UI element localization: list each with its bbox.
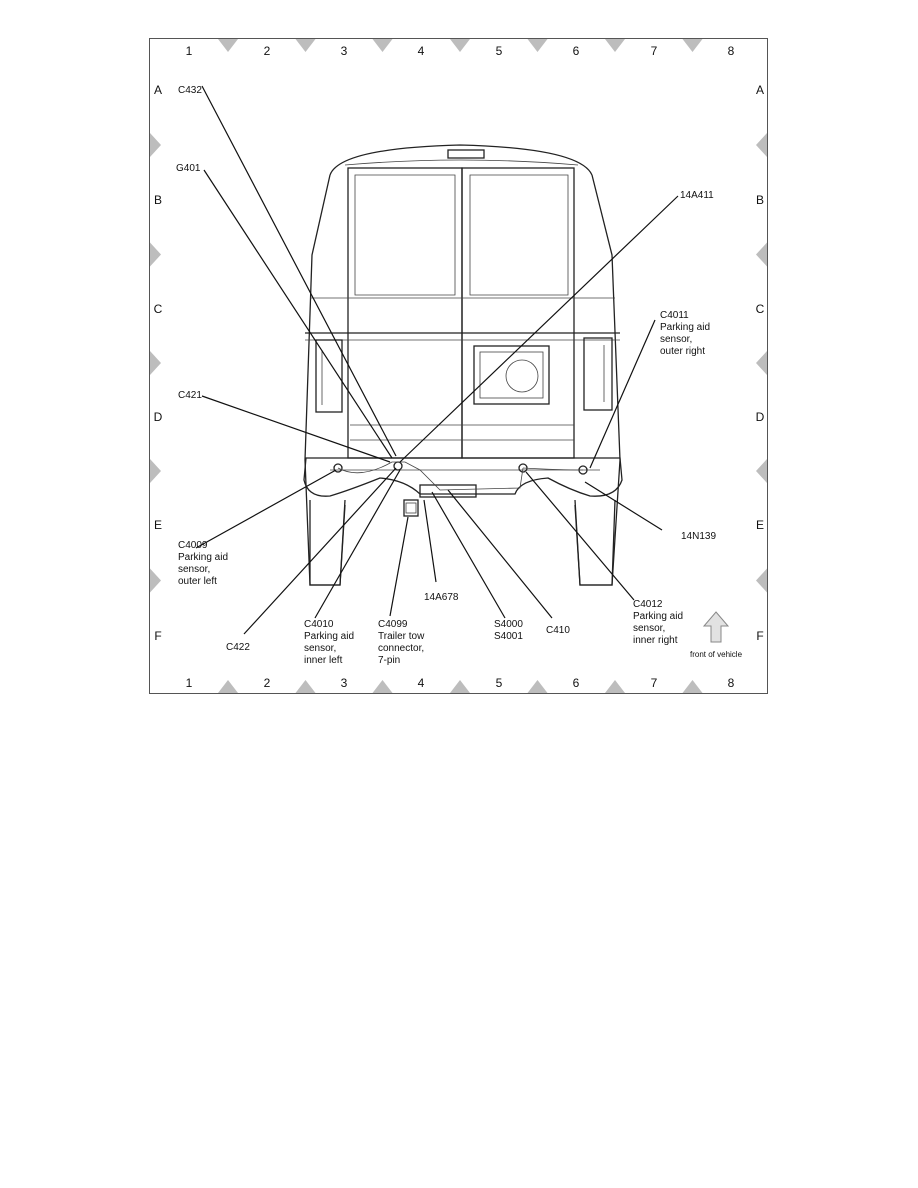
van-rear-drawing (304, 145, 622, 585)
grid-col-top-5: 5 (495, 44, 503, 58)
grid-col-top-3: 3 (340, 44, 348, 58)
grid-marker-bottom (605, 680, 625, 693)
grid-row-left-D: D (153, 410, 163, 424)
label-14n139: 14N139 (681, 531, 717, 542)
grid-col-top-7: 7 (650, 44, 658, 58)
label-s4000 (494, 619, 526, 642)
grid-marker-right (756, 133, 767, 157)
label-c4099 (378, 619, 427, 666)
grid-marker-top (450, 39, 470, 52)
label-c4099-line-1: C4099 (378, 619, 408, 630)
label-c4009-line-3: sensor, (178, 564, 211, 575)
grid-marker-top (528, 39, 548, 52)
label-c4010-line-1: C4010 (304, 619, 334, 630)
grid-col-bottom-2: 2 (263, 676, 271, 690)
label-c4011-line-4: outer right (660, 346, 706, 357)
label-c4011-line-2: Parking aid (660, 322, 711, 333)
grid-marker-left (150, 459, 161, 483)
label-c4012-line-3: sensor, (633, 623, 666, 634)
label-c4099-line-2: Trailer tow (378, 631, 425, 642)
label-c4010 (304, 619, 357, 666)
grid-col-top-8: 8 (727, 44, 735, 58)
grid-marker-left (150, 351, 161, 375)
grid-marker-right (756, 459, 767, 483)
label-c4099-line-4: 7-pin (378, 655, 401, 666)
grid-col-top-4: 4 (417, 44, 425, 58)
grid-col-bottom-3: 3 (340, 676, 348, 690)
label-s4000-line-2: S4001 (494, 631, 523, 642)
label-s4000-line-1: S4000 (494, 619, 523, 630)
grid-top-markers (186, 39, 735, 58)
grid-marker-bottom (296, 680, 316, 693)
grid-right-markers (756, 83, 767, 643)
grid-marker-bottom (373, 680, 393, 693)
grid-left-markers (150, 83, 163, 643)
grid-row-right-E: E (755, 518, 765, 532)
label-c4009 (178, 540, 231, 587)
front-of-vehicle-label: front of vehicle (690, 650, 743, 659)
label-c4011-line-3: sensor, (660, 334, 693, 345)
label-c4010-line-2: Parking aid (304, 631, 355, 642)
grid-col-bottom-5: 5 (495, 676, 503, 690)
grid-marker-top (218, 39, 238, 52)
label-c4010-line-4: inner left (304, 655, 343, 666)
label-c432: C432 (178, 85, 202, 96)
grid-col-top-6: 6 (572, 44, 580, 58)
label-c421: C421 (178, 390, 202, 401)
grid-marker-bottom (528, 680, 548, 693)
grid-col-bottom-7: 7 (650, 676, 658, 690)
label-c4010-line-3: sensor, (304, 643, 337, 654)
label-c4009-line-4: outer left (178, 576, 217, 587)
label-c410: C410 (546, 625, 570, 636)
grid-marker-left (150, 243, 161, 267)
grid-marker-bottom (683, 680, 703, 693)
grid-marker-left (150, 133, 161, 157)
grid-col-bottom-1: 1 (185, 676, 193, 690)
grid-row-right-C: C (755, 302, 765, 316)
grid-row-right-B: B (755, 193, 765, 207)
label-c4012-line-2: Parking aid (633, 611, 684, 622)
grid-marker-top (373, 39, 393, 52)
grid-row-left-C: C (153, 302, 163, 316)
label-c4012 (633, 599, 686, 646)
grid-marker-top (605, 39, 625, 52)
grid-row-right-A: A (755, 83, 765, 97)
grid-marker-right (756, 351, 767, 375)
grid-row-left-F: F (154, 629, 162, 643)
grid-row-right-F: F (756, 629, 764, 643)
grid-row-left-A: A (153, 83, 163, 97)
grid-marker-right (756, 569, 767, 593)
grid-bottom-markers (186, 676, 735, 693)
grid-col-bottom-4: 4 (417, 676, 425, 690)
grid-col-bottom-6: 6 (572, 676, 580, 690)
grid-col-bottom-8: 8 (727, 676, 735, 690)
grid-marker-top (683, 39, 703, 52)
label-14a411: 14A411 (680, 190, 714, 201)
grid-row-right-D: D (755, 410, 765, 424)
grid-marker-bottom (218, 680, 238, 693)
grid-marker-left (150, 569, 161, 593)
label-c4012-line-1: C4012 (633, 599, 663, 610)
grid-marker-top (296, 39, 316, 52)
label-c4009-line-2: Parking aid (178, 552, 229, 563)
grid-row-left-B: B (153, 193, 163, 207)
grid-marker-bottom (450, 680, 470, 693)
label-c422: C422 (226, 642, 250, 653)
grid-col-top-2: 2 (263, 44, 271, 58)
up-arrow-icon (704, 612, 728, 642)
label-g401: G401 (176, 163, 201, 174)
label-c4011 (660, 310, 713, 357)
label-c4009-line-1: C4009 (178, 540, 208, 551)
grid-col-top-1: 1 (185, 44, 193, 58)
grid-marker-right (756, 243, 767, 267)
grid-row-left-E: E (153, 518, 163, 532)
label-14a678: 14A678 (424, 592, 459, 603)
label-c4012-line-4: inner right (633, 635, 678, 646)
label-c4099-line-3: connector, (378, 643, 425, 654)
label-c4011-line-1: C4011 (660, 310, 689, 321)
